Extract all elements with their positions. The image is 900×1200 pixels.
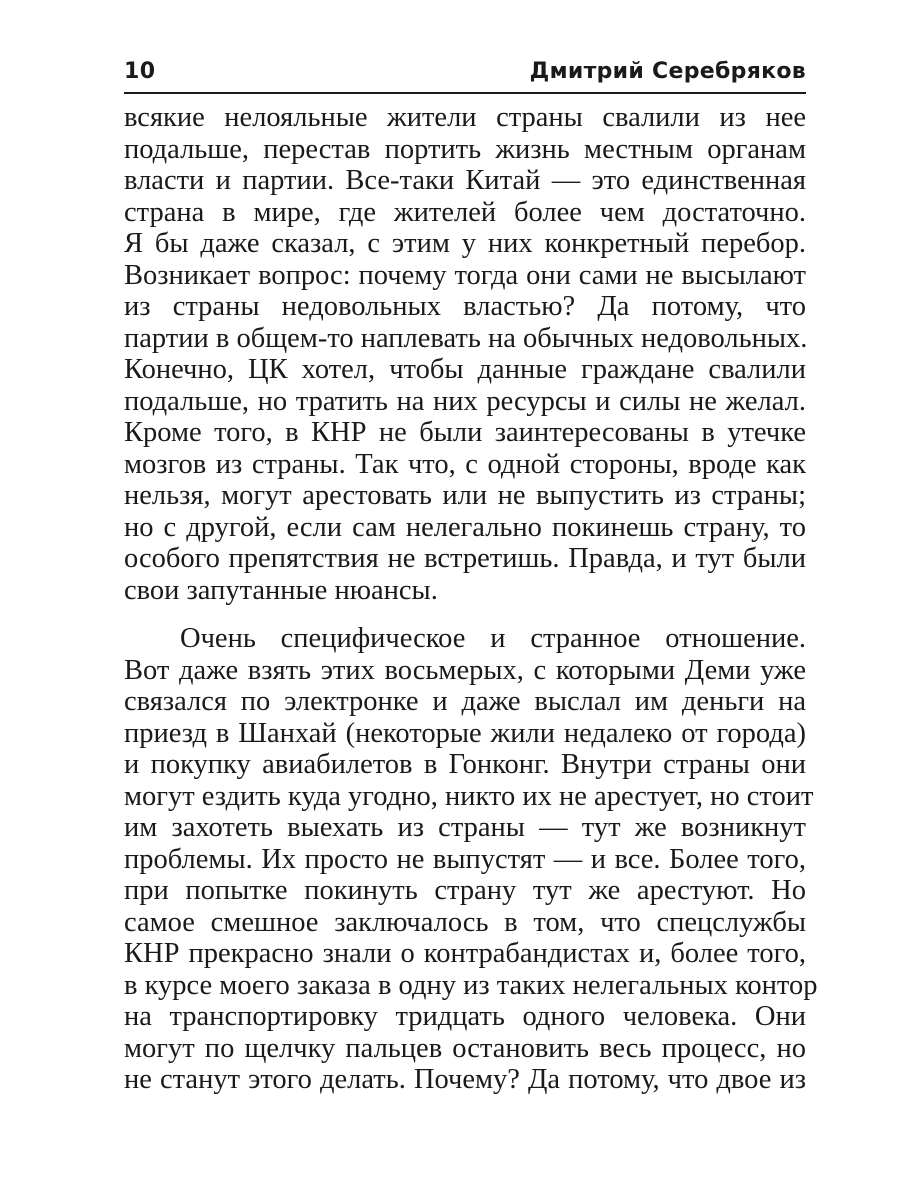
text-line: Очень специфическое и странное отношение. bbox=[180, 623, 806, 654]
text-line: проблемы. Их просто не выпустят — и все. Более того, bbox=[124, 843, 806, 875]
paragraph-2 bbox=[124, 623, 818, 1096]
running-header bbox=[124, 58, 806, 94]
text-line: на транспортировку тридцать одного человека. Они bbox=[124, 1001, 806, 1032]
text-line: нельзя, могут арестовать или не выпустить из страны; bbox=[124, 480, 806, 511]
text-line: в курсе моего заказа в одну из таких нелегальных контор bbox=[124, 969, 818, 1001]
text-line: партии в общем-то наплевать на обычных недовольных. bbox=[124, 322, 808, 354]
text-line: могут по щелчку пальцев остановить весь процесс, но bbox=[124, 1032, 806, 1064]
text-line: страна в мире, где жителей более чем достаточно. bbox=[124, 196, 806, 228]
text-line: Кроме того, в КНР не были заинтересованы в утечке bbox=[124, 417, 806, 448]
book-page bbox=[124, 58, 818, 1096]
text-line: Вот даже взять этих восьмерых, с которыми Деми уже bbox=[124, 654, 806, 686]
text-line: при попытке покинуть страну тут же арестуют. Но bbox=[124, 875, 806, 906]
text-line: им захотеть выехать из страны — тут же возникнут bbox=[124, 812, 806, 843]
text-line: не станут этого делать. Почему? Да потому, что двое из bbox=[124, 1064, 806, 1095]
page-number: 10 bbox=[124, 59, 156, 84]
text-line: свои запутанные нюансы. bbox=[124, 574, 438, 606]
text-line: связался по электронке и даже выслал им деньги на bbox=[124, 686, 806, 717]
text-line: подальше, перестав портить жизнь местным органам bbox=[124, 133, 806, 165]
text-line: КНР прекрасно знали о контрабандистах и, более того, bbox=[124, 938, 806, 969]
text-line: Возникает вопрос: почему тогда они сами не высылают bbox=[124, 259, 806, 291]
text-line: подальше, но тратить на них ресурсы и силы не желал. bbox=[124, 385, 806, 417]
body-text bbox=[124, 102, 818, 1096]
text-line: Я бы даже сказал, с этим у них конкретный перебор. bbox=[124, 228, 806, 259]
text-line: но с другой, если сам нелегально покинешь страну, то bbox=[124, 511, 806, 543]
author-name: Дмитрий Серебряков bbox=[529, 59, 806, 84]
text-line: власти и партии. Все-таки Китай — это единственная bbox=[124, 165, 806, 196]
text-line: мозгов из страны. Так что, с одной стороны, вроде как bbox=[124, 448, 806, 480]
text-line: особого препятствия не встретишь. Правда, и тут были bbox=[124, 543, 806, 574]
text-line: из страны недовольных властью? Да потому, что bbox=[124, 291, 806, 322]
text-line: и покупку авиабилетов в Гонконг. Внутри страны они bbox=[124, 749, 806, 780]
text-line: Конечно, ЦК хотел, чтобы данные граждане свалили bbox=[124, 354, 806, 385]
text-line: самое смешное заключалось в том, что спецслужбы bbox=[124, 906, 806, 938]
text-line: всякие нелояльные жители страны свалили из нее bbox=[124, 102, 806, 133]
text-line: могут ездить куда угодно, никто их не арестует, но стоит bbox=[124, 780, 814, 812]
text-line: приезд в Шанхай (некоторые жили недалеко от города) bbox=[124, 717, 806, 749]
paragraph-1 bbox=[124, 102, 806, 606]
